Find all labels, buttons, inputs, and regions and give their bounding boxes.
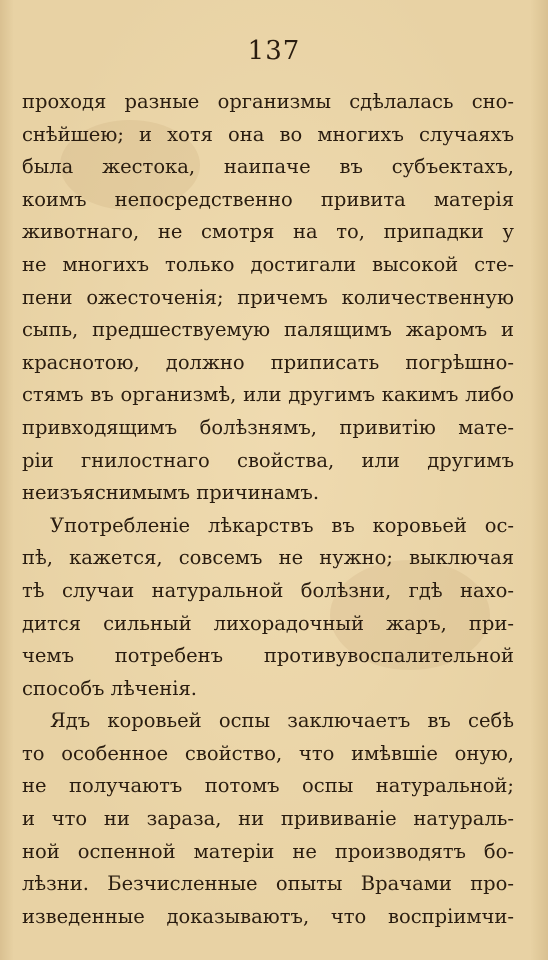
text-line: способъ лѣченія.: [22, 676, 197, 700]
text-line: стямъ въ организмѣ, или другимъ какимъ либо: [22, 383, 514, 407]
text-line: сыпь, предшествуемую палящимъ жаромъ и: [22, 318, 514, 342]
text-line: животнаго, не смотря на то, припадки у: [22, 220, 514, 244]
text-line: пѣ, кажется, совсемъ не нужно; выключая: [22, 546, 514, 570]
text-line: была жестока, наипаче въ субъектахъ,: [22, 155, 514, 179]
text-line: неизъяснимымъ причинамъ.: [22, 481, 320, 505]
text-line: дится сильный лихорадочный жаръ, при-: [22, 611, 514, 635]
text-line: не многихъ только достигали высокой сте-: [22, 252, 514, 276]
text-line: лѣзни. Безчисленные опыты Врачами про-: [22, 872, 514, 896]
text-line: не получаютъ потомъ оспы натуральной;: [22, 774, 514, 798]
text-line: тѣ случаи натуральной болѣзни, гдѣ нахо-: [22, 578, 514, 602]
text-line: то особенное свойство, что имѣвшіе оную,: [22, 741, 514, 765]
text-line: ной оспенной матеріи не производятъ бо-: [22, 839, 514, 863]
text-line: Употребленіе лѣкарствъ въ коровьей ос-: [50, 513, 514, 537]
text-line: привходящимъ болѣзнямъ, привитію мате-: [22, 415, 514, 439]
text-line: коимъ непосредственно привита матерія: [22, 187, 514, 211]
text-line: снѣйшею; и хотя она во многихъ случаяхъ: [22, 122, 514, 146]
text-line: пени ожесточенія; причемъ количественную: [22, 285, 514, 309]
text-line: и что ни зараза, ни прививаніе натураль-: [22, 807, 514, 831]
text-line: краснотою, должно приписать погрѣшно-: [22, 350, 514, 374]
text-line: ріи гнилостнаго свойства, или другимъ: [22, 448, 514, 472]
text-line: чемъ потребенъ противувоспалительной: [22, 644, 514, 668]
body-text: [22, 86, 514, 933]
text-line: Ядъ коровьей оспы заключаетъ въ себѣ: [50, 709, 514, 733]
text-line: изведенные доказываютъ, что воспріимчи-: [22, 904, 514, 928]
page-number: 137: [247, 36, 301, 66]
text-line: проходя разные организмы сдѣлалась сно-: [22, 90, 514, 113]
